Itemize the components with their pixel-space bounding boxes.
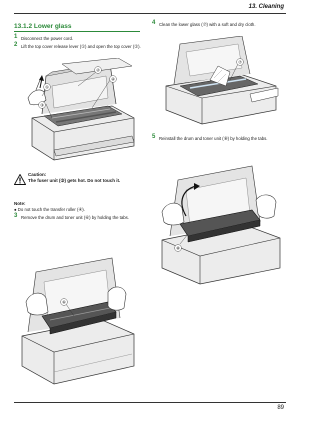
step-text: Lift the top cover release lever (①) and open the top cover (②).	[21, 44, 141, 49]
footer-rule	[14, 402, 286, 403]
caution-title: Caution:	[28, 172, 47, 177]
step-4	[152, 22, 286, 27]
printer-open-cover-illustration	[22, 58, 140, 166]
step-number: 5	[152, 134, 156, 140]
callout-transfer-roller: ④	[111, 76, 115, 82]
step-5	[152, 136, 286, 141]
page-number: 89	[277, 405, 284, 411]
step-1	[14, 36, 142, 41]
bullet-icon: ●	[14, 207, 18, 212]
callout-reinstall-drum: ⑧	[176, 245, 180, 251]
callout-fuser: ③	[40, 102, 44, 108]
caution-text: The fuser unit (③) gets hot. Do not touch it.	[28, 178, 121, 183]
callout-drum: ⑥	[62, 299, 66, 305]
header-rule	[14, 13, 286, 14]
step-2	[14, 44, 142, 49]
step-text: Reinstall the drum and toner unit (⑧) by holding the tabs.	[159, 136, 268, 141]
clean-lower-glass-illustration	[160, 36, 280, 128]
note-item-text: Do not touch the transfer roller (④).	[17, 207, 85, 212]
chapter-header: 13. Cleaning	[248, 4, 284, 10]
callout-cover: ②	[96, 67, 100, 73]
step-number: 4	[152, 20, 156, 26]
step-text: Disconnect the power cord.	[21, 36, 74, 41]
section-title: 13.1.2 Lower glass	[14, 23, 72, 30]
step-number: 2	[14, 42, 18, 48]
reinstall-drum-illustration	[156, 156, 286, 286]
step-3	[14, 215, 142, 220]
step-text: Clean the lower glass (⑦) with a soft and dry cloth.	[159, 22, 256, 27]
remove-drum-illustration	[16, 232, 140, 392]
step-number: 1	[14, 34, 18, 40]
callout-lever: ①	[45, 84, 49, 90]
section-rule	[14, 31, 140, 32]
step-text: Remove the drum and toner unit (⑥) by holding the tabs.	[21, 215, 129, 220]
callout-lower-glass: ⑦	[238, 59, 242, 65]
warning-icon	[14, 174, 26, 185]
step-number: 3	[14, 213, 18, 219]
note-item	[14, 207, 85, 213]
note-title: Note:	[14, 201, 26, 206]
